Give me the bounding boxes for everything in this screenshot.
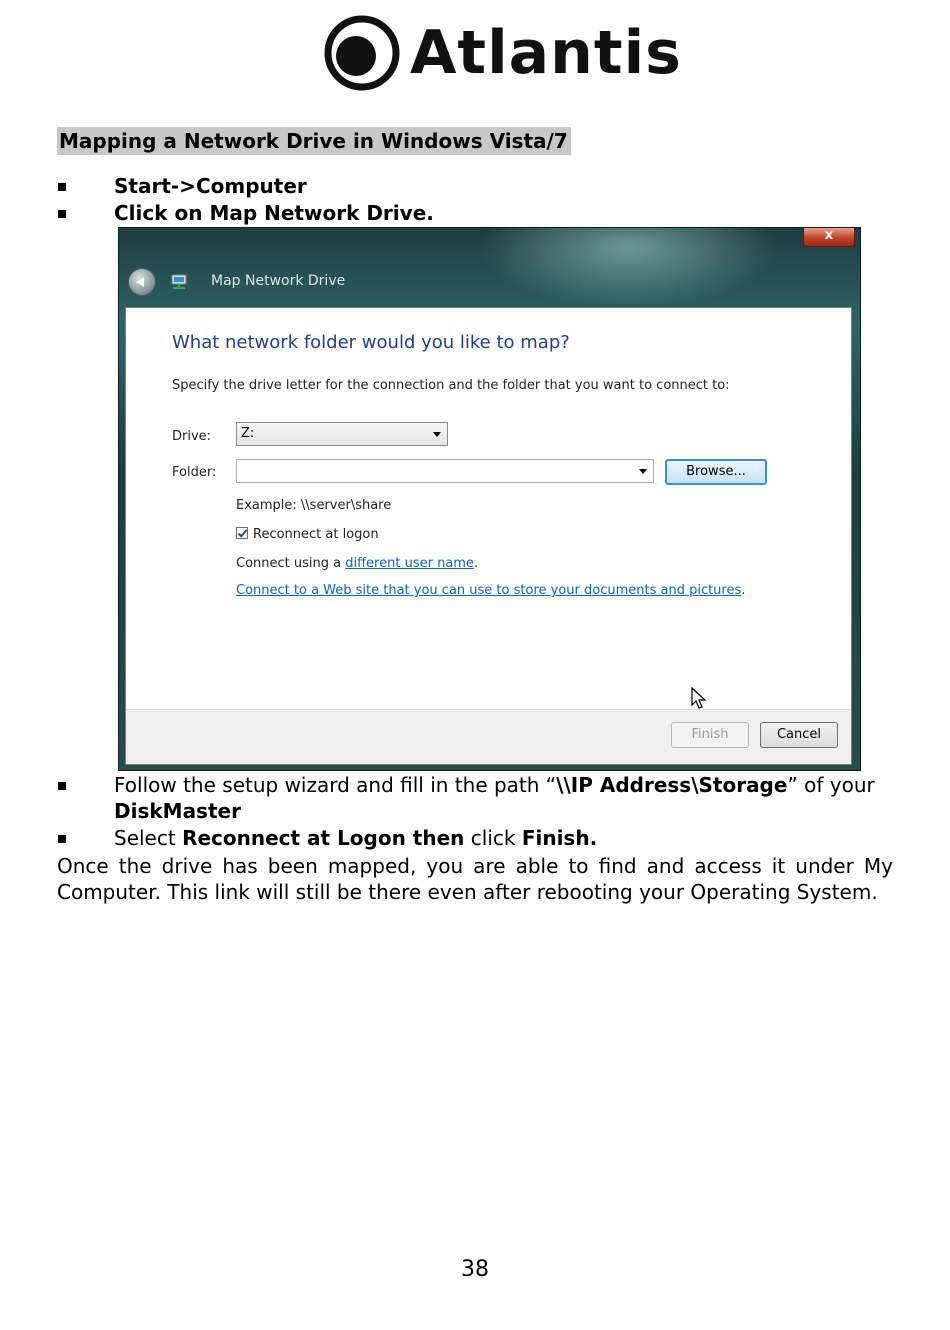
step3-text-start: Follow the setup wizard and fill in the path “ bbox=[114, 773, 557, 797]
dialog-title: Map Network Drive bbox=[211, 273, 346, 289]
step-start-computer: Start->Computer bbox=[114, 174, 307, 198]
step4-text-middle: click bbox=[464, 826, 522, 850]
step-map-network-drive: Click on Map Network Drive. bbox=[114, 201, 434, 225]
closing-paragraph: Once the drive has been mapped, you are able to find and access it under My Computer. This link will still be there even after rebooting your Operating System. bbox=[57, 854, 893, 904]
step-follow-wizard bbox=[114, 772, 893, 798]
step4-text-start: Select bbox=[114, 826, 183, 850]
dialog-footer bbox=[126, 709, 851, 764]
atlantis-logo bbox=[322, 14, 682, 92]
web-link-suffix: . bbox=[741, 583, 746, 598]
bullet-marker bbox=[58, 782, 66, 790]
cancel-button[interactable]: Cancel bbox=[760, 722, 838, 748]
finish-text: Finish. bbox=[521, 826, 598, 850]
drive-select[interactable] bbox=[236, 422, 448, 446]
connect-using-line bbox=[236, 556, 478, 571]
chevron-down-icon bbox=[433, 432, 441, 437]
map-network-drive-dialog bbox=[118, 227, 861, 771]
step-select-reconnect bbox=[114, 825, 597, 851]
connect-web-site-link[interactable]: Connect to a Web site that you can use to store your documents and pictures bbox=[236, 583, 742, 598]
reconnect-checkbox[interactable] bbox=[236, 527, 248, 539]
dialog-question: What network folder would you like to map? bbox=[172, 332, 570, 353]
title-bar-glow bbox=[479, 227, 779, 308]
folder-label: Folder: bbox=[172, 465, 217, 480]
different-user-name-link[interactable]: different user name bbox=[345, 556, 474, 571]
logo-wordmark: Atlantis bbox=[410, 18, 682, 88]
reconnect-at-logon-text: Reconnect at Logon then bbox=[182, 826, 465, 850]
folder-example: Example: \\server\share bbox=[236, 498, 392, 513]
drive-select-value: Z: bbox=[241, 426, 255, 441]
bullet-marker bbox=[58, 835, 66, 843]
connect-using-suffix: . bbox=[473, 556, 479, 571]
folder-input[interactable] bbox=[236, 459, 654, 483]
bullet-marker bbox=[58, 183, 66, 191]
diskmaster-name: DiskMaster bbox=[114, 799, 241, 823]
reconnect-at-logon-option[interactable] bbox=[236, 527, 379, 542]
chevron-down-icon bbox=[639, 469, 647, 474]
page-number: 38 bbox=[461, 1257, 489, 1282]
reconnect-label: Reconnect at logon bbox=[253, 527, 379, 542]
bullet-marker bbox=[58, 210, 66, 218]
web-site-line bbox=[236, 583, 745, 598]
network-drive-icon bbox=[169, 270, 191, 292]
dialog-instruction: Specify the drive letter for the connection and the folder that you want to connect to: bbox=[172, 378, 730, 393]
storage-path: \\IP Address\Storage bbox=[556, 773, 788, 797]
drive-label: Drive: bbox=[172, 429, 212, 444]
finish-button[interactable]: Finish bbox=[671, 722, 749, 748]
connect-using-prefix: Connect using a bbox=[236, 556, 346, 571]
section-heading: Mapping a Network Drive in Windows Vista/7 bbox=[57, 127, 571, 155]
browse-button[interactable]: Browse... bbox=[665, 459, 767, 485]
close-button[interactable]: x bbox=[803, 228, 855, 247]
step3-text-end: ” of your bbox=[787, 773, 875, 797]
dialog-content-panel bbox=[125, 307, 852, 765]
back-arrow-icon[interactable] bbox=[128, 268, 156, 296]
mouse-pointer-icon bbox=[691, 687, 707, 711]
atlantis-logo-mark-icon bbox=[322, 14, 402, 92]
